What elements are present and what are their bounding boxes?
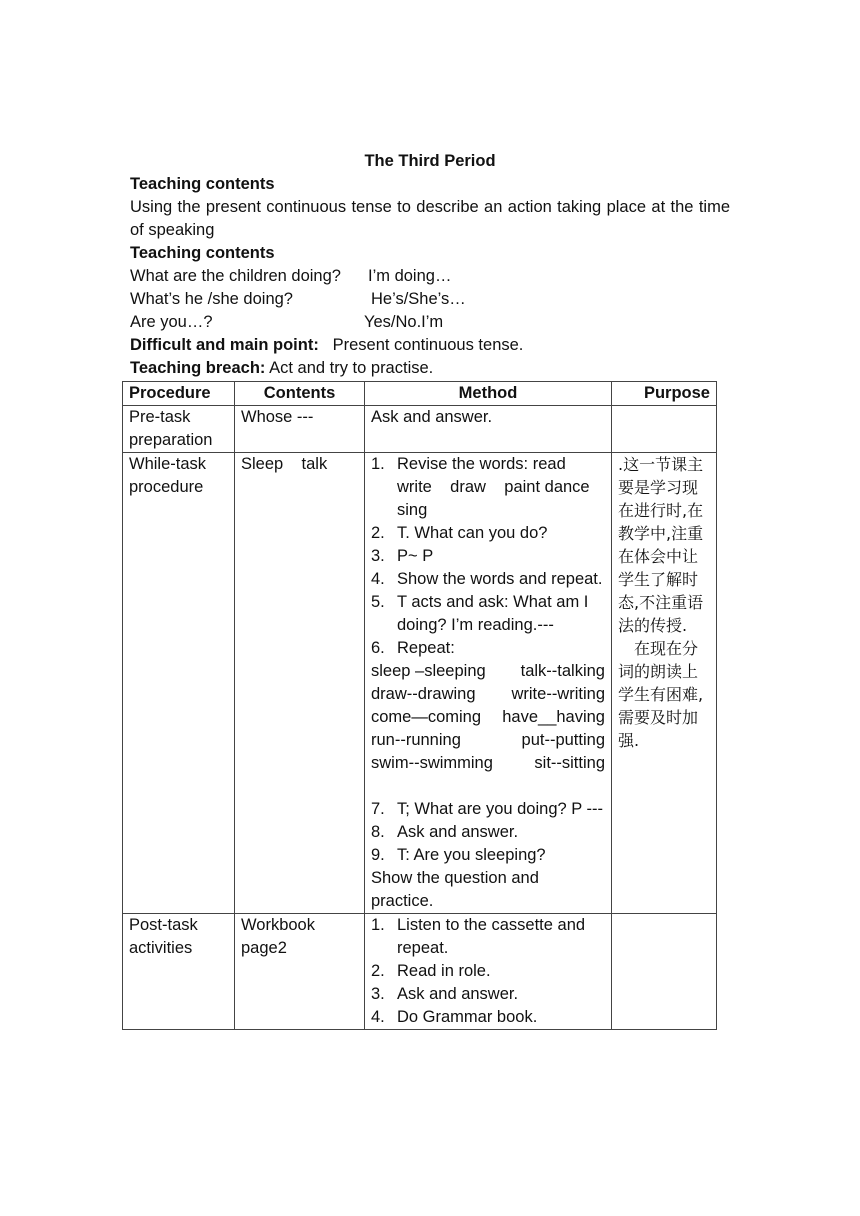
list-item: 1. Listen to the cassette and repeat. (371, 916, 586, 957)
lesson-plan-table (122, 381, 717, 1030)
list-item: 2. Read in role. (371, 962, 491, 980)
list-item: 4. Do Grammar book. (371, 1008, 538, 1026)
qa-line: What are the children doing? I’m doing… (130, 267, 452, 285)
list-item: 3. P~ P (371, 547, 434, 565)
cell-procedure: While-task procedure (123, 453, 235, 914)
difficult-main-point: Difficult and main point: Present continuous tense. (130, 336, 524, 354)
list-item: 2. T. What can you do? (371, 524, 548, 542)
document-body (130, 150, 730, 380)
cell-contents: Sleep talk (235, 453, 365, 914)
list-item: sleep –sleeping talk--talking (371, 662, 605, 680)
list-item: swim--swimming sit--sitting (371, 754, 605, 772)
table-row (123, 453, 717, 914)
list-item: 9. T: Are you sleeping? (371, 846, 546, 864)
list-item: come—coming have__having (371, 708, 605, 726)
method-list (371, 453, 608, 660)
teaching-breach: Teaching breach: Act and try to practise. (130, 359, 434, 377)
list-item: run--running put--putting (371, 731, 605, 749)
header-contents: Contents (235, 382, 365, 406)
cell-contents: Whose --- (235, 406, 365, 453)
cell-procedure: Pre-task preparation (123, 406, 235, 453)
list-item: 1. Revise the words: read write draw paint dance sing (371, 455, 608, 519)
cell-method: Ask and answer. (365, 406, 612, 453)
list-item: 5. T acts and ask: What am I doing? I’m reading.--- (371, 593, 589, 634)
word-pairs (371, 660, 605, 775)
list-item: 4. Show the words and repeat. (371, 570, 603, 588)
header-method: Method (365, 382, 612, 406)
cell-method (365, 914, 612, 1030)
header-purpose: Purpose (612, 382, 717, 406)
cell-contents: Workbook page2 (235, 914, 365, 1030)
table-row (123, 406, 717, 453)
section-heading-teaching-contents-2: Teaching contents (130, 244, 275, 262)
list-item: 8. Ask and answer. (371, 823, 519, 841)
cell-procedure: Post-task activities (123, 914, 235, 1030)
list-item: 3. Ask and answer. (371, 985, 519, 1003)
teaching-contents-text: Using the present continuous tense to describe an action taking place at the time of speaking (130, 198, 730, 239)
header-procedure: Procedure (123, 382, 235, 406)
table-header-row (123, 382, 717, 406)
page-title: The Third Period (364, 152, 496, 170)
cell-purpose: .这一节课主要是学习现在进行时,在教学中,注重在体会中让学生了解时态,不注重语法的传授. 在现在分词的朗读上学生有困难,需要及时加强. (612, 453, 717, 914)
table-row (123, 914, 717, 1030)
cell-purpose (612, 914, 717, 1030)
section-heading-teaching-contents: Teaching contents (130, 175, 275, 193)
method-list (371, 798, 605, 867)
list-item: 7. T; What are you doing? P --- (371, 800, 604, 818)
cell-method (365, 453, 612, 914)
qa-line: Are you…? Yes/No.I’m (130, 313, 444, 331)
cell-purpose (612, 406, 717, 453)
method-tail: Show the question and practice. (371, 869, 539, 910)
method-list (371, 914, 605, 1029)
qa-line: What’s he /she doing? He’s/She’s… (130, 290, 466, 308)
list-item: draw--drawing write--writing (371, 685, 605, 703)
list-item: 6. Repeat: (371, 639, 455, 657)
